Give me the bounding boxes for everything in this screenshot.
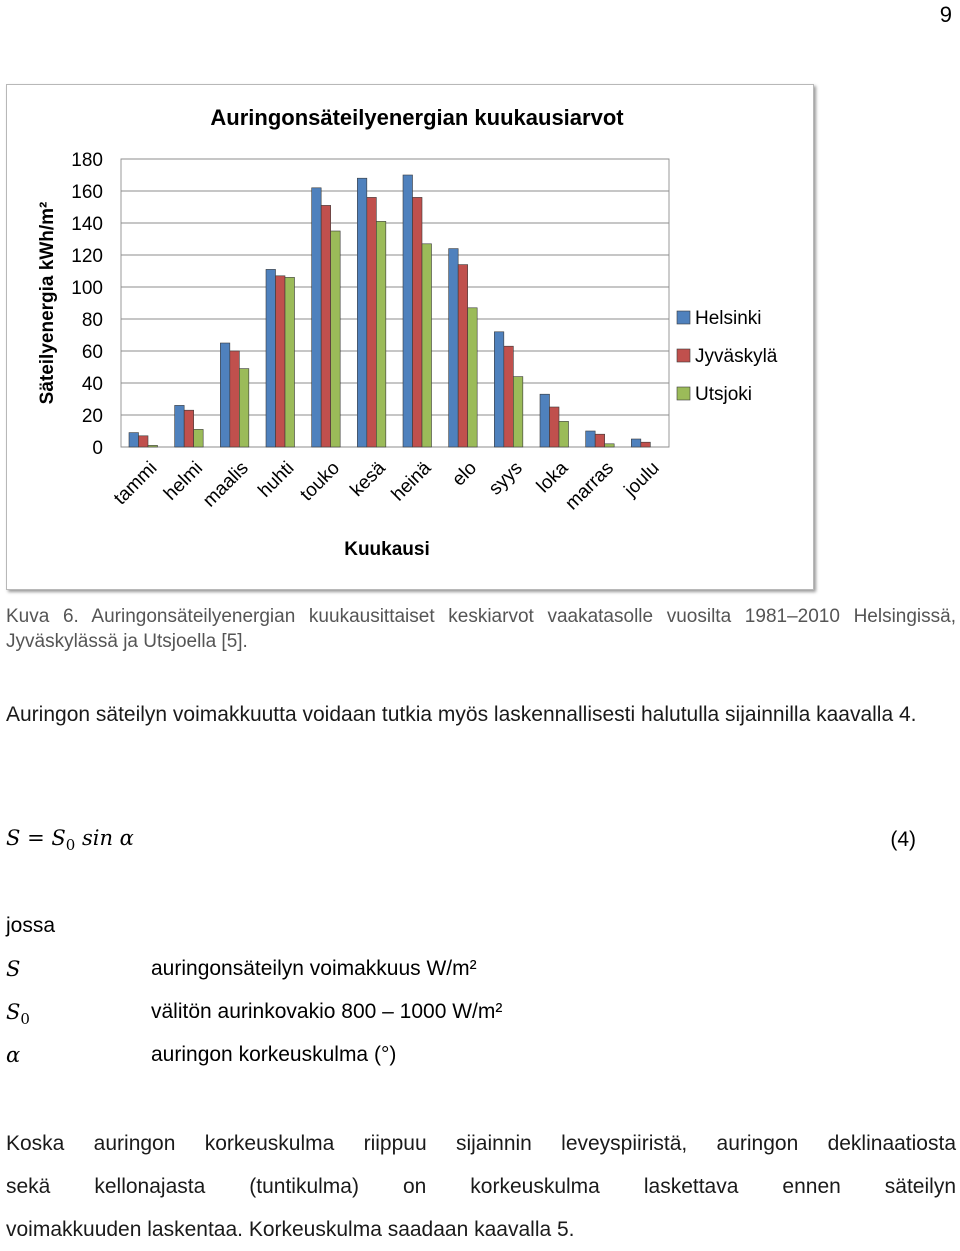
chart-title: Auringonsäteilyenergian kuukausiarvot xyxy=(210,105,624,130)
formula-4: $S = S_0$ sin α (4) xyxy=(6,826,916,855)
bar xyxy=(494,332,504,447)
figure-caption: Kuva 6. Auringonsäteilyenergian kuukausittaiset keskiarvot vaakatasolle vuosilta 1981–2010 Helsingissä, Jyväskylässä ja Utsjoella [5]. xyxy=(6,606,956,652)
bar xyxy=(285,277,295,447)
legend-swatch xyxy=(677,387,690,400)
bar xyxy=(230,351,240,447)
y-tick-label: 140 xyxy=(71,214,103,235)
chart-frame xyxy=(6,84,814,590)
x-tick-label: joulu xyxy=(620,457,664,501)
definition-text: auringonsäteilyn voimakkuus W/m² xyxy=(151,957,477,980)
bar xyxy=(422,244,432,447)
paragraph-intro: Auringon säteilyn voimakkuutta voidaan tutkia myös laskennallisesti halutulla sijainnilla kaavalla 4. xyxy=(6,703,917,726)
bar xyxy=(540,394,550,447)
y-tick-label: 60 xyxy=(81,342,103,363)
formula-lhs: S xyxy=(6,826,21,850)
page-number: 9 xyxy=(939,2,952,27)
legend-label: Helsinki xyxy=(695,308,762,329)
equation-number: (4) xyxy=(890,828,916,851)
bar xyxy=(504,346,514,447)
plot-area xyxy=(121,159,669,447)
bar xyxy=(357,178,367,447)
y-tick-label: 120 xyxy=(71,246,103,267)
bar xyxy=(376,221,386,447)
bar xyxy=(559,421,569,447)
x-axis-title: Kuukausi xyxy=(344,539,430,560)
legend-label: Utsjoki xyxy=(695,384,753,405)
definition-row xyxy=(6,957,906,991)
bar xyxy=(266,269,276,447)
y-tick-label: 100 xyxy=(71,278,103,299)
x-tick-label: marras xyxy=(561,457,619,515)
bar xyxy=(220,343,230,447)
paragraph-line: Koska auringon korkeuskulma riippuu sijainnin leveyspiiristä, auringon deklinaatiosta xyxy=(6,1132,956,1155)
formula-rhs-subscript: 0 xyxy=(65,836,76,855)
bar xyxy=(550,407,560,447)
bar xyxy=(194,429,204,447)
y-tick-label: 180 xyxy=(71,150,103,171)
bar xyxy=(513,377,523,447)
formula-rhs-symbol: S xyxy=(51,826,66,850)
paragraph-line: sekä kellonajasta (tuntikulma) on korkeuskulma laskettava ennen säteilyn xyxy=(6,1175,956,1198)
bar xyxy=(184,410,194,447)
x-tick-label: huhti xyxy=(254,457,299,502)
bar xyxy=(321,205,331,447)
y-tick-label: 20 xyxy=(81,406,103,427)
definition-text: auringon korkeuskulma (°) xyxy=(151,1043,397,1066)
bar xyxy=(605,444,615,447)
x-tick-label: syys xyxy=(484,457,527,500)
x-tick-label: maalis xyxy=(199,457,253,512)
jossa-label: jossa xyxy=(6,914,56,937)
bar xyxy=(276,276,286,447)
y-tick-label: 40 xyxy=(81,374,103,395)
legend-swatch xyxy=(677,311,690,324)
x-tick-label: tammi xyxy=(109,457,162,510)
bar xyxy=(468,308,478,447)
bar xyxy=(413,197,423,447)
bar xyxy=(129,433,139,447)
bar xyxy=(403,175,413,447)
x-tick-label: elo xyxy=(448,457,482,491)
bar xyxy=(175,405,185,447)
y-tick-label: 80 xyxy=(81,310,103,331)
bar xyxy=(449,249,459,447)
bar xyxy=(641,442,651,447)
bar xyxy=(331,231,341,447)
bar-chart xyxy=(7,85,813,589)
y-tick-label: 0 xyxy=(92,438,103,459)
y-tick-label: 160 xyxy=(71,182,103,203)
definition-symbol: S xyxy=(6,957,21,981)
bar xyxy=(586,431,596,447)
definition-symbol: α xyxy=(6,1043,21,1067)
bar xyxy=(239,369,249,447)
x-tick-label: helmi xyxy=(160,457,208,505)
bar xyxy=(631,439,641,447)
x-tick-label: heinä xyxy=(387,457,436,506)
definition-row xyxy=(6,1000,906,1034)
x-tick-label: loka xyxy=(532,457,573,498)
legend-swatch xyxy=(677,349,690,362)
bar xyxy=(312,188,322,447)
definition-row xyxy=(6,1043,906,1077)
x-tick-label: kesä xyxy=(346,457,390,501)
x-tick-label: touko xyxy=(296,457,345,506)
paragraph-line: voimakkuuden laskentaa. Korkeuskulma saadaan kaavalla 5. xyxy=(6,1218,575,1241)
bar xyxy=(458,265,468,447)
legend-label: Jyväskylä xyxy=(695,346,778,367)
definition-symbol: $S_0$ xyxy=(6,1000,30,1029)
bar xyxy=(595,434,605,447)
definition-text: välitön aurinkovakio 800 – 1000 W/m² xyxy=(151,1000,503,1023)
y-axis-title: Säteilyenergia kWh/m² xyxy=(37,201,58,405)
bar xyxy=(367,197,377,447)
formula-rhs-rest: sin α xyxy=(81,826,134,850)
bar xyxy=(148,445,158,447)
bar xyxy=(139,436,149,447)
